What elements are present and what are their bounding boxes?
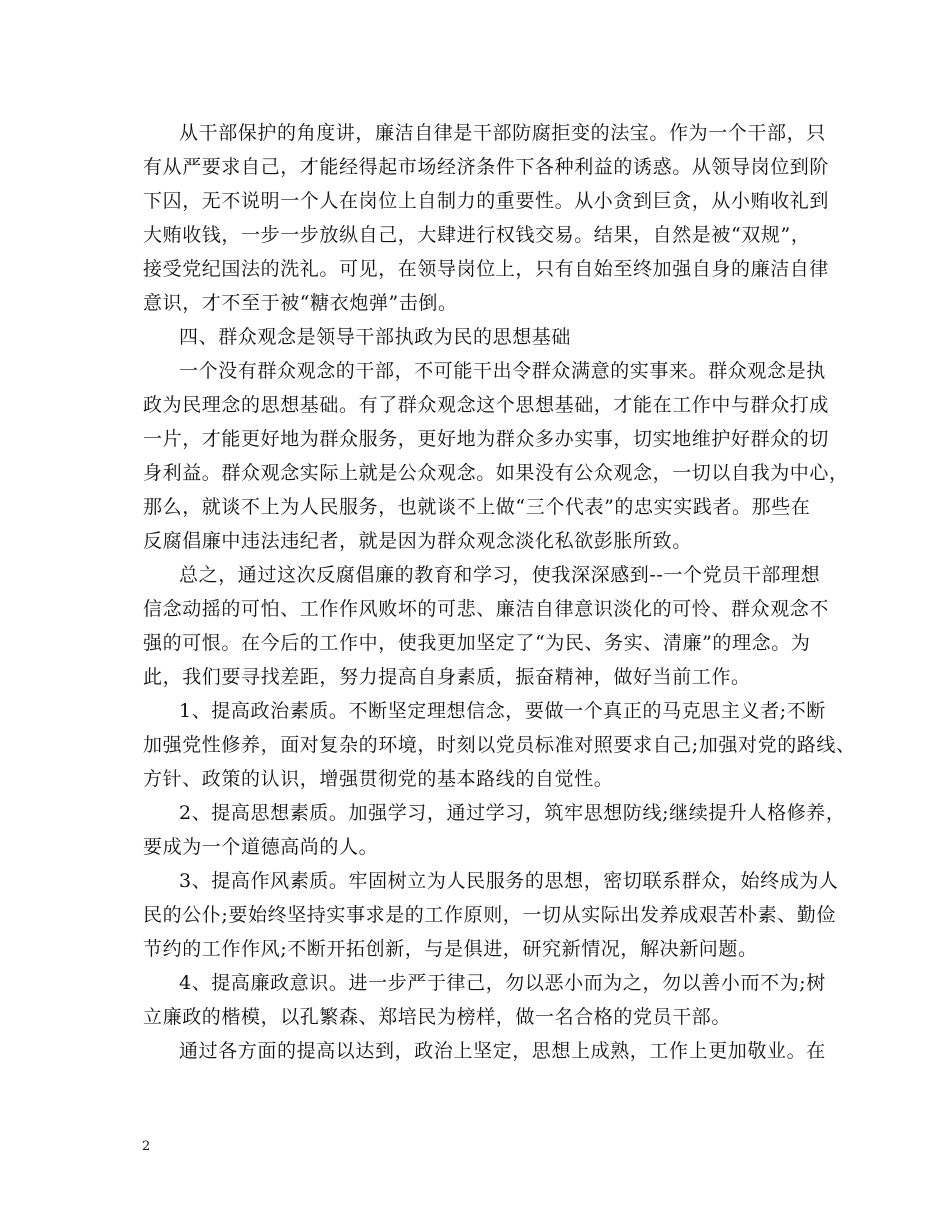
- text-line: 身利益。群众观念实际上就是公众观念。如果没有公众观念，一切以自我为中心，: [143, 462, 849, 484]
- text-line: 此，我们要寻找差距，努力提高自身素质，振奋精神，做好当前工作。: [143, 666, 751, 688]
- text-line: 方针、政策的认识，增强贯彻党的基本路线的自觉性。: [143, 768, 614, 790]
- text-line: 立廉政的楷模，以孔繁森、郑培民为榜样，做一名合格的党员干部。: [143, 1006, 732, 1028]
- text-line: 从干部保护的角度讲，廉洁自律是干部防腐拒变的法宝。作为一个干部，只: [179, 122, 826, 144]
- text-line: 总之，通过这次反腐倡廉的教育和学习，使我深深感到--一个党员干部理想: [179, 564, 821, 586]
- text-line: 要成为一个道德高尚的人。: [143, 836, 379, 858]
- text-line: 1、提高政治素质。不断坚定理想信念，要做一个真正的马克思主义者;不断: [179, 700, 826, 722]
- text-line: 3、提高作风素质。牢固树立为人民服务的思想，密切联系群众，始终成为人: [179, 870, 839, 892]
- text-line: 强的可恨。在今后的工作中，使我更加坚定了“为民、务实、清廉”的理念。为: [143, 632, 811, 654]
- text-line: 政为民理念的思想基础。有了群众观念这个思想基础，才能在工作中与群众打成: [143, 394, 830, 416]
- text-line: 下囚，无不说明一个人在岗位上自制力的重要性。从小贪到巨贪，从小贿收礼到: [143, 190, 830, 212]
- text-line: 接受党纪国法的洗礼。可见，在领导岗位上，只有自始至终加强自身的廉洁自律: [143, 258, 830, 280]
- text-line: 一片，才能更好地为群众服务，更好地为群众多办实事，切实地维护好群众的切: [143, 428, 830, 450]
- text-line: 加强党性修养，面对复杂的环境，时刻以党员标准对照要求自己;加强对党的路线、: [143, 734, 856, 756]
- text-line: 有从严要求自己，才能经得起市场经济条件下各种利益的诱惑。从领导岗位到阶: [143, 156, 830, 178]
- text-line: 2、提高思想素质。加强学习，通过学习，筑牢思想防线;继续提升人格修养，: [179, 802, 846, 824]
- text-line: 一个没有群众观念的干部，不可能干出令群众满意的实事来。群众观念是执: [179, 360, 826, 382]
- page-number: 2: [142, 1139, 151, 1154]
- section-heading: 四、群众观念是领导干部执政为民的思想基础: [179, 326, 572, 348]
- text-line: 那么，就谈不上为人民服务，也就谈不上做“三个代表”的忠实实践者。那些在: [143, 496, 811, 518]
- text-line: 意识，才不至于被“糖衣炮弹”击倒。: [143, 292, 458, 314]
- text-line: 信念动摇的可怕、工作作风败坏的可悲、廉洁自律意识淡化的可怜、群众观念不: [143, 598, 830, 620]
- text-line: 4、提高廉政意识。进一步严于律己，勿以恶小而为之，勿以善小而不为;树: [179, 972, 826, 994]
- text-line: 通过各方面的提高以达到，政治上坚定，思想上成熟，工作上更加敬业。在: [179, 1040, 826, 1062]
- text-line: 反腐倡廉中违法违纪者，就是因为群众观念淡化私欲彭胀所致。: [143, 530, 692, 552]
- text-line: 大贿收钱，一步一步放纵自己，大肆进行权钱交易。结果，自然是被“双规”，: [143, 224, 811, 246]
- text-line: 民的公仆;要始终坚持实事求是的工作原则，一切从实际出发养成艰苦朴素、勤俭: [143, 904, 837, 926]
- text-line: 节约的工作作风;不断开拓创新，与是俱进，研究新情况，解决新问题。: [143, 938, 758, 960]
